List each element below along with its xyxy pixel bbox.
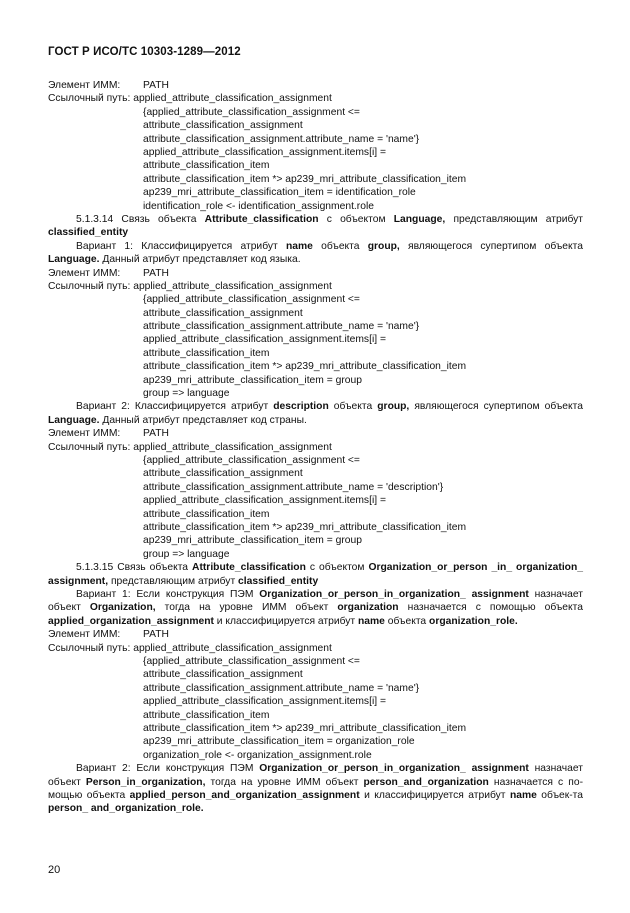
imm-element-label: Элемент ИММ: (48, 428, 121, 440)
bold-text: Organization_or_person_in_organization_ assignment (259, 588, 529, 600)
text: объекта (312, 240, 368, 252)
code-line: {applied_attribute_classification_assignment <= (143, 655, 360, 667)
variant-1-organization (48, 588, 583, 628)
bold-text: applied_person_and_organization_assignment (129, 789, 360, 801)
imm-element-line (48, 628, 583, 641)
section-heading-5-1-3-15 (48, 561, 583, 588)
bold-text: Organization_or_person _in_ organization_ assignment, (48, 562, 583, 587)
code-line: attribute_classification_item *> ap239_mri_attribute_classification_item (143, 521, 467, 533)
code-line: ap239_mri_attribute_classification_item = identification_role (143, 187, 416, 199)
ref-path-first: applied_attribute_classification_assignment (133, 441, 332, 453)
code-line: attribute_classification_assignment.attribute_name = 'name'} (143, 133, 420, 145)
bold-text: applied_organization_assignment (48, 615, 214, 627)
ref-path-label: Ссылочный путь: (48, 642, 131, 654)
page-content (48, 79, 583, 816)
code-line: attribute_classification_item (143, 508, 270, 520)
text: и классифицируется атрибут (359, 789, 510, 801)
code-line: group => language (143, 388, 230, 400)
code-line: ap239_mri_attribute_classification_item = group (143, 535, 362, 547)
bold-text: name (285, 240, 313, 252)
text: представляющим атрибут (108, 575, 239, 587)
bold-text: person_and_organization (363, 776, 489, 788)
code-line: ap239_mri_attribute_classification_item = organization_role (143, 736, 415, 748)
variant-1-language (48, 240, 583, 267)
bold-text: organization (337, 602, 399, 614)
ref-path-first: applied_attribute_classification_assignment (133, 93, 332, 105)
bold-text: Attribute_classification (192, 562, 306, 574)
bold-text: name (509, 789, 537, 801)
text: назначается с помощью объекта (398, 602, 583, 614)
text: назначается с по-мощью объекта (48, 776, 583, 801)
ref-path-line (48, 92, 583, 105)
page-number: 20 (48, 864, 61, 876)
code-line: {applied_attribute_classification_assignment <= (143, 455, 360, 467)
bold-text: Person_in_organization, (85, 776, 206, 788)
code-line: attribute_classification_assignment (143, 307, 303, 319)
code-line: applied_attribute_classification_assignment.items[i] = (143, 146, 386, 158)
code-line: attribute_classification_assignment (143, 669, 303, 681)
ref-path-label: Ссылочный путь: (48, 441, 131, 453)
ref-path-first: applied_attribute_classification_assignment (133, 280, 332, 292)
imm-element-value: PATH (143, 629, 169, 641)
imm-element-value: PATH (143, 428, 169, 440)
imm-element-line (48, 267, 583, 280)
code-line: organization_role <- organization_assignment.role (143, 749, 372, 761)
code-line: attribute_classification_item (143, 347, 270, 359)
code-line: ap239_mri_attribute_classification_item = group (143, 374, 362, 386)
code-line: attribute_classification_assignment (143, 120, 303, 132)
imm-element-label: Элемент ИММ: (48, 267, 121, 279)
code-line: applied_attribute_classification_assignment.items[i] = (143, 696, 386, 708)
bold-text: person_ and_organization_role. (48, 803, 204, 815)
ref-path-label: Ссылочный путь: (48, 93, 131, 105)
code-line: applied_attribute_classification_assignment.items[i] = (143, 495, 386, 507)
ref-path-line (48, 441, 583, 454)
ref-path-line (48, 642, 583, 655)
text: с объектом (305, 562, 369, 574)
text: являющегося супертипом объекта (409, 401, 583, 413)
bold-text: Language. (48, 254, 100, 266)
imm-element-line (48, 79, 583, 92)
bold-text: Organization, (89, 602, 156, 614)
text: 5.1.3.15 Связь объекта (76, 562, 193, 574)
code-line: attribute_classification_assignment.attribute_name = 'name'} (143, 682, 420, 694)
imm-element-value: PATH (143, 80, 169, 91)
text: представляющим атрибут (445, 213, 583, 225)
bold-text: name (358, 615, 385, 627)
bold-text: classified_entity (48, 227, 129, 239)
text: являющегося супертипом объекта (399, 240, 583, 252)
text: Вариант 1: Если конструкция ПЭМ (76, 588, 260, 600)
bold-text: description (273, 401, 329, 413)
code-line: attribute_classification_item (143, 160, 270, 172)
bold-text: group, (367, 240, 400, 252)
text: объек-та (536, 789, 583, 801)
text: тогда на уровне ИММ объект (155, 602, 338, 614)
imm-element-label: Элемент ИММ: (48, 629, 121, 641)
code-line: attribute_classification_item *> ap239_mri_attribute_classification_item (143, 361, 467, 373)
ref-path-line (48, 280, 583, 293)
bold-text: organization_role. (429, 615, 518, 627)
bold-text: group, (377, 401, 410, 413)
bold-text: Attribute_classification (204, 213, 319, 225)
text: Вариант 1: Классифицируется атрибут (76, 240, 286, 252)
code-line: attribute_classification_assignment.attribute_name = 'description'} (143, 481, 444, 493)
text: и классифицируется атрибут (213, 615, 358, 627)
code-line: attribute_classification_item *> ap239_mri_attribute_classification_item (143, 722, 467, 734)
text: назначает объект (48, 588, 583, 614)
code-line: applied_attribute_classification_assignment.items[i] = (143, 334, 386, 346)
ref-path-label: Ссылочный путь: (48, 280, 131, 292)
imm-element-line (48, 427, 583, 440)
bold-text: classified_entity (238, 575, 319, 587)
text: 5.1.3.14 Связь объекта (76, 213, 205, 225)
section-heading-5-1-3-14 (48, 213, 583, 240)
text: объекта (328, 401, 378, 413)
text: объекта (384, 615, 430, 627)
code-line: group => language (143, 548, 230, 560)
code-line: {applied_attribute_classification_assignment <= (143, 294, 360, 306)
text: Вариант 2: Классифицируется атрибут (76, 401, 274, 413)
imm-element-label: Элемент ИММ: (48, 80, 121, 91)
variant-2-language (48, 400, 583, 427)
code-line: attribute_classification_item *> ap239_mri_attribute_classification_item (143, 173, 467, 185)
text: Данный атрибут представляет код языка. (99, 254, 301, 266)
imm-element-value: PATH (143, 267, 169, 279)
code-line: {applied_attribute_classification_assignment <= (143, 106, 360, 118)
page-header: ГОСТ Р ИСО/ТС 10303-1289—2012 (48, 46, 241, 58)
text: Данный атрибут представляет код страны. (99, 414, 307, 426)
variant-2-person-in-organization (48, 762, 583, 816)
code-line: attribute_classification_assignment.attribute_name = 'name'} (143, 321, 420, 333)
text: Вариант 2: Если конструкция ПЭМ (76, 763, 260, 775)
bold-text: Language. (48, 414, 100, 426)
text: назначает объект (48, 763, 583, 788)
bold-text: Language, (393, 213, 446, 225)
ref-path-first: applied_attribute_classification_assignment (133, 642, 332, 654)
bold-text: Organization_or_person_in_organization_ assignment (259, 763, 529, 775)
code-line: attribute_classification_assignment (143, 468, 303, 480)
code-line: attribute_classification_item (143, 709, 270, 721)
code-line: identification_role <- identification_assignment.role (143, 200, 374, 212)
text: тогда на уровне ИММ объект (205, 776, 364, 788)
text: с объектом (318, 213, 394, 225)
